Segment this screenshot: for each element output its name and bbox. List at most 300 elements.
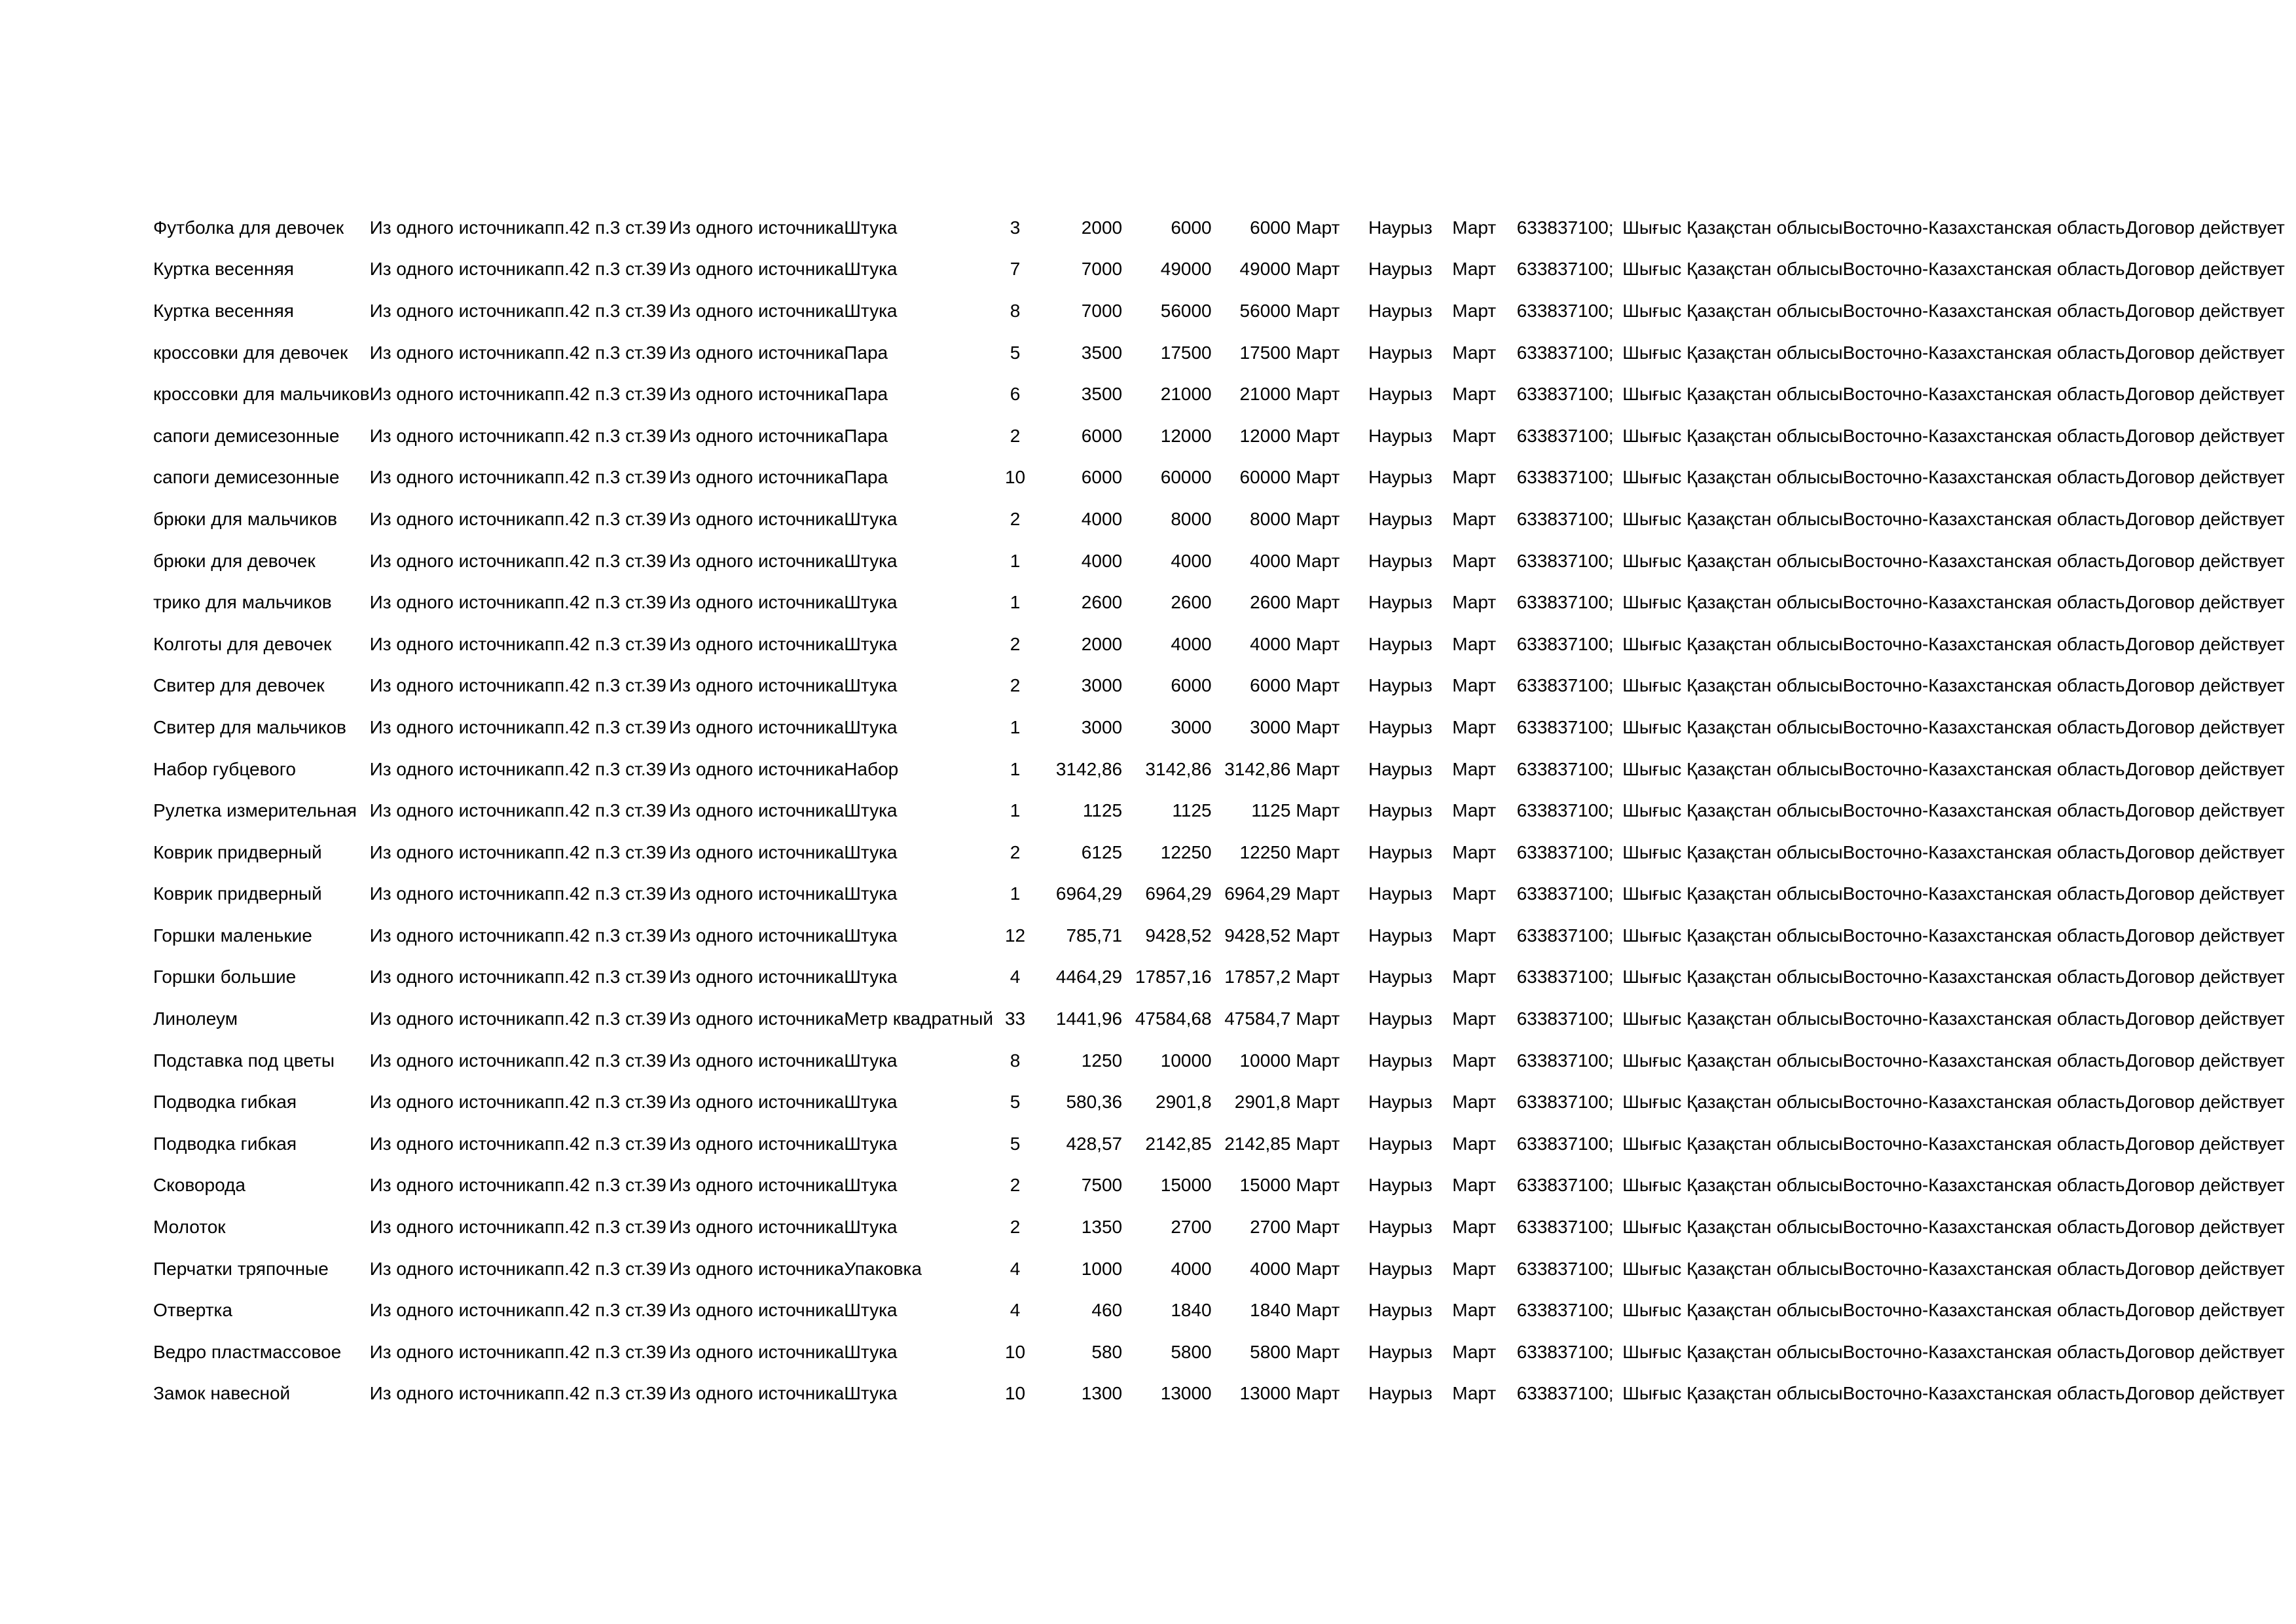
cell-total-amount-2: 4000 <box>1250 550 1291 571</box>
cell-procurement-method-2: Из одного источника <box>669 716 845 737</box>
cell-quantity: 2 <box>1010 1175 1021 1196</box>
cell-procurement-method-2: Из одного источника <box>669 633 845 654</box>
cell-item-name: Горшки большие <box>153 967 297 987</box>
cell-unit-price: 6125 <box>1081 841 1123 862</box>
cell-unit-price: 785,71 <box>1066 925 1123 946</box>
cell-kato-code: 633837100; <box>1516 1008 1614 1029</box>
cell-legal-basis: пп.42 п.3 ст.39 <box>544 592 666 613</box>
cell-total-amount-2: 56000 <box>1239 300 1291 321</box>
cell-unit: Штука <box>844 841 898 862</box>
cell-kato-code: 633837100; <box>1516 633 1614 654</box>
cell-total-amount: 2600 <box>1171 592 1212 613</box>
cell-total-amount: 3142,86 <box>1145 758 1212 779</box>
cell-month: Март <box>1452 217 1497 238</box>
cell-unit-price: 1125 <box>1082 800 1123 821</box>
cell-kato-code: 633837100; <box>1516 342 1614 363</box>
cell-region-ru: Восточно-Казахстанская область <box>1842 467 2125 488</box>
cell-kato-code: 633837100; <box>1516 300 1614 321</box>
cell-region-kz: Шығыс Қазақстан облысы <box>1622 300 1843 321</box>
cell-unit: Штука <box>844 217 898 238</box>
cell-procurement-method-2: Из одного источника <box>669 1341 845 1362</box>
cell-unit-price: 1000 <box>1081 1258 1123 1279</box>
cell-kato-code: 633837100; <box>1516 716 1614 737</box>
cell-unit: Штука <box>844 1300 898 1321</box>
cell-contract-status: Договор действует <box>2125 675 2285 696</box>
cell-total-amount: 6964,29 <box>1145 883 1212 904</box>
cell-month-kz: Наурыз <box>1368 841 1432 862</box>
cell-month-kz: Наурыз <box>1368 425 1432 446</box>
cell-procurement-method-2: Из одного источника <box>669 1217 845 1238</box>
cell-month: Март <box>1452 800 1497 821</box>
cell-contract-status: Договор действует <box>2125 1008 2285 1029</box>
cell-contract-status: Договор действует <box>2125 1258 2285 1279</box>
cell-legal-basis: пп.42 п.3 ст.39 <box>544 1300 666 1321</box>
cell-total-amount-2: 10000 <box>1239 1050 1291 1071</box>
cell-total-amount: 8000 <box>1171 508 1212 529</box>
cell-total-amount: 13000 <box>1160 1383 1212 1404</box>
cell-region-kz: Шығыс Қазақстан облысы <box>1622 1008 1843 1029</box>
cell-procurement-method-2: Из одного источника <box>669 967 845 987</box>
cell-contract-status: Договор действует <box>2125 1300 2285 1321</box>
cell-kato-code: 633837100; <box>1516 1133 1614 1154</box>
cell-quantity: 1 <box>1010 592 1021 613</box>
table-row <box>153 998 2296 1040</box>
cell-month-kz: Наурыз <box>1368 1258 1432 1279</box>
cell-unit-price: 4000 <box>1081 550 1123 571</box>
cell-procurement-method: Из одного источника <box>369 1133 545 1154</box>
cell-total-amount-2: 13000 <box>1239 1383 1291 1404</box>
cell-kato-code: 633837100; <box>1516 425 1614 446</box>
cell-procurement-method: Из одного источника <box>369 883 545 904</box>
cell-legal-basis: пп.42 п.3 ст.39 <box>544 1258 666 1279</box>
cell-contract-status: Договор действует <box>2125 217 2285 238</box>
table-row <box>153 707 2296 748</box>
cell-procurement-method: Из одного источника <box>369 1300 545 1321</box>
cell-procurement-method-2: Из одного источника <box>669 467 845 488</box>
cell-month-kz: Наурыз <box>1368 633 1432 654</box>
cell-region-kz: Шығыс Қазақстан облысы <box>1622 883 1843 904</box>
cell-region-kz: Шығыс Қазақстан облысы <box>1622 342 1843 363</box>
cell-legal-basis: пп.42 п.3 ст.39 <box>544 217 666 238</box>
cell-month-ru: Март <box>1296 1133 1340 1154</box>
cell-month: Март <box>1452 1133 1497 1154</box>
cell-region-ru: Восточно-Казахстанская область <box>1842 925 2125 946</box>
cell-item-name: Колготы для девочек <box>153 633 332 654</box>
cell-procurement-method-2: Из одного источника <box>669 1175 845 1196</box>
cell-month-ru: Март <box>1296 384 1340 405</box>
cell-month-ru: Март <box>1296 1008 1340 1029</box>
cell-region-kz: Шығыс Қазақстан облысы <box>1622 217 1843 238</box>
cell-month-kz: Наурыз <box>1368 675 1432 696</box>
cell-item-name: Свитер для девочек <box>153 675 325 696</box>
cell-month: Март <box>1452 300 1497 321</box>
cell-month: Март <box>1452 467 1497 488</box>
cell-item-name: Подводка гибкая <box>153 1133 297 1154</box>
cell-month-kz: Наурыз <box>1368 883 1432 904</box>
cell-region-kz: Шығыс Қазақстан облысы <box>1622 841 1843 862</box>
cell-contract-status: Договор действует <box>2125 925 2285 946</box>
cell-month: Март <box>1452 967 1497 987</box>
cell-unit: Штука <box>844 1133 898 1154</box>
cell-quantity: 3 <box>1010 217 1021 238</box>
cell-unit: Штука <box>844 592 898 613</box>
cell-contract-status: Договор действует <box>2125 592 2285 613</box>
cell-total-amount: 2901,8 <box>1156 1092 1212 1113</box>
cell-unit-price: 6000 <box>1081 425 1123 446</box>
cell-region-kz: Шығыс Қазақстан облысы <box>1622 425 1843 446</box>
cell-region-kz: Шығыс Қазақстан облысы <box>1622 259 1843 280</box>
cell-kato-code: 633837100; <box>1516 592 1614 613</box>
cell-month: Март <box>1452 1092 1497 1113</box>
cell-quantity: 5 <box>1010 1133 1021 1154</box>
cell-contract-status: Договор действует <box>2125 633 2285 654</box>
cell-unit-price: 1350 <box>1081 1217 1123 1238</box>
cell-unit: Штука <box>844 1050 898 1071</box>
cell-total-amount: 4000 <box>1171 550 1212 571</box>
cell-contract-status: Договор действует <box>2125 425 2285 446</box>
cell-legal-basis: пп.42 п.3 ст.39 <box>544 758 666 779</box>
cell-unit: Штука <box>844 259 898 280</box>
cell-procurement-method: Из одного источника <box>369 1217 545 1238</box>
cell-unit: Штука <box>844 550 898 571</box>
cell-quantity: 33 <box>1004 1008 1026 1029</box>
cell-quantity: 10 <box>1004 1341 1026 1362</box>
cell-unit: Пара <box>844 384 888 405</box>
cell-total-amount: 1125 <box>1172 800 1212 821</box>
cell-region-ru: Восточно-Казахстанская область <box>1842 841 2125 862</box>
cell-total-amount-2: 17857,2 <box>1224 967 1291 987</box>
cell-month-ru: Март <box>1296 675 1340 696</box>
cell-contract-status: Договор действует <box>2125 1092 2285 1113</box>
cell-unit-price: 3500 <box>1081 384 1123 405</box>
cell-unit-price: 6964,29 <box>1055 883 1123 904</box>
cell-procurement-method: Из одного источника <box>369 217 545 238</box>
cell-region-kz: Шығыс Қазақстан облысы <box>1622 1258 1843 1279</box>
cell-region-kz: Шығыс Қазақстан облысы <box>1622 716 1843 737</box>
cell-month-ru: Март <box>1296 508 1340 529</box>
cell-kato-code: 633837100; <box>1516 758 1614 779</box>
cell-month: Март <box>1452 508 1497 529</box>
cell-contract-status: Договор действует <box>2125 800 2285 821</box>
cell-kato-code: 633837100; <box>1516 384 1614 405</box>
cell-procurement-method-2: Из одного источника <box>669 342 845 363</box>
cell-unit-price: 3500 <box>1081 342 1123 363</box>
cell-month: Март <box>1452 1383 1497 1404</box>
cell-month: Март <box>1452 1258 1497 1279</box>
cell-procurement-method: Из одного источника <box>369 384 545 405</box>
cell-quantity: 4 <box>1010 967 1021 987</box>
cell-procurement-method: Из одного источника <box>369 1258 545 1279</box>
cell-month-ru: Март <box>1296 883 1340 904</box>
cell-procurement-method-2: Из одного источника <box>669 1258 845 1279</box>
cell-item-name: Коврик придверный <box>153 883 322 904</box>
cell-month-ru: Март <box>1296 1217 1340 1238</box>
cell-region-ru: Восточно-Казахстанская область <box>1842 1050 2125 1071</box>
cell-total-amount: 6000 <box>1171 217 1212 238</box>
cell-month-kz: Наурыз <box>1368 342 1432 363</box>
cell-total-amount: 56000 <box>1160 300 1212 321</box>
table-row <box>153 1331 2296 1373</box>
cell-region-ru: Восточно-Казахстанская область <box>1842 217 2125 238</box>
cell-procurement-method-2: Из одного источника <box>669 259 845 280</box>
cell-region-ru: Восточно-Казахстанская область <box>1842 342 2125 363</box>
cell-month-ru: Март <box>1296 1258 1340 1279</box>
cell-procurement-method-2: Из одного источника <box>669 841 845 862</box>
cell-item-name: Подставка под цветы <box>153 1050 335 1071</box>
cell-procurement-method-2: Из одного источника <box>669 1050 845 1071</box>
cell-quantity: 2 <box>1010 841 1021 862</box>
cell-quantity: 5 <box>1010 1092 1021 1113</box>
cell-total-amount-2: 2142,85 <box>1224 1133 1291 1154</box>
cell-month-kz: Наурыз <box>1368 1092 1432 1113</box>
cell-legal-basis: пп.42 п.3 ст.39 <box>544 967 666 987</box>
cell-procurement-method-2: Из одного источника <box>669 217 845 238</box>
cell-month-kz: Наурыз <box>1368 1341 1432 1362</box>
cell-month: Март <box>1452 1175 1497 1196</box>
cell-contract-status: Договор действует <box>2125 467 2285 488</box>
cell-unit-price: 580,36 <box>1066 1092 1123 1113</box>
cell-kato-code: 633837100; <box>1516 550 1614 571</box>
cell-month-ru: Март <box>1296 300 1340 321</box>
cell-unit: Штука <box>844 716 898 737</box>
cell-month-ru: Март <box>1296 841 1340 862</box>
cell-unit: Пара <box>844 342 888 363</box>
cell-month-kz: Наурыз <box>1368 467 1432 488</box>
table-row <box>153 832 2296 874</box>
cell-kato-code: 633837100; <box>1516 841 1614 862</box>
cell-region-ru: Восточно-Казахстанская область <box>1842 550 2125 571</box>
cell-month-ru: Март <box>1296 467 1340 488</box>
cell-procurement-method: Из одного источника <box>369 633 545 654</box>
cell-kato-code: 633837100; <box>1516 217 1614 238</box>
cell-quantity: 7 <box>1010 259 1021 280</box>
cell-item-name: Сковорода <box>153 1175 246 1196</box>
cell-kato-code: 633837100; <box>1516 675 1614 696</box>
cell-procurement-method: Из одного источника <box>369 716 545 737</box>
cell-unit-price: 7000 <box>1081 300 1123 321</box>
table-row <box>153 957 2296 999</box>
table-row <box>153 373 2296 415</box>
cell-quantity: 1 <box>1010 800 1021 821</box>
cell-month: Март <box>1452 259 1497 280</box>
cell-legal-basis: пп.42 п.3 ст.39 <box>544 1008 666 1029</box>
cell-quantity: 5 <box>1010 342 1021 363</box>
cell-unit: Упаковка <box>844 1258 922 1279</box>
cell-quantity: 4 <box>1010 1258 1021 1279</box>
table-row <box>153 415 2296 457</box>
cell-kato-code: 633837100; <box>1516 967 1614 987</box>
cell-month: Март <box>1452 633 1497 654</box>
cell-month-ru: Март <box>1296 1092 1340 1113</box>
cell-quantity: 4 <box>1010 1300 1021 1321</box>
cell-procurement-method-2: Из одного источника <box>669 758 845 779</box>
cell-legal-basis: пп.42 п.3 ст.39 <box>544 1092 666 1113</box>
table-row <box>153 581 2296 623</box>
cell-quantity: 2 <box>1010 425 1021 446</box>
cell-month-ru: Март <box>1296 1341 1340 1362</box>
cell-total-amount: 12250 <box>1160 841 1212 862</box>
cell-total-amount-2: 2700 <box>1250 1217 1291 1238</box>
cell-quantity: 8 <box>1010 1050 1021 1071</box>
cell-legal-basis: пп.42 п.3 ст.39 <box>544 716 666 737</box>
table-row <box>153 498 2296 540</box>
cell-unit-price: 428,57 <box>1066 1133 1123 1154</box>
cell-procurement-method: Из одного источника <box>369 592 545 613</box>
cell-kato-code: 633837100; <box>1516 800 1614 821</box>
cell-unit-price: 4464,29 <box>1055 967 1123 987</box>
cell-legal-basis: пп.42 п.3 ст.39 <box>544 841 666 862</box>
cell-procurement-method: Из одного источника <box>369 467 545 488</box>
cell-region-ru: Восточно-Казахстанская область <box>1842 800 2125 821</box>
cell-month: Март <box>1452 925 1497 946</box>
cell-region-kz: Шығыс Қазақстан облысы <box>1622 1383 1843 1404</box>
cell-procurement-method: Из одного источника <box>369 800 545 821</box>
cell-item-name: Набор губцевого <box>153 758 296 779</box>
cell-unit-price: 7000 <box>1081 259 1123 280</box>
cell-month-kz: Наурыз <box>1368 300 1432 321</box>
cell-contract-status: Договор действует <box>2125 259 2285 280</box>
cell-kato-code: 633837100; <box>1516 1258 1614 1279</box>
cell-procurement-method: Из одного источника <box>369 1008 545 1029</box>
cell-legal-basis: пп.42 п.3 ст.39 <box>544 342 666 363</box>
cell-region-ru: Восточно-Казахстанская область <box>1842 508 2125 529</box>
cell-month-kz: Наурыз <box>1368 1175 1432 1196</box>
cell-total-amount-2: 5800 <box>1250 1341 1291 1362</box>
cell-procurement-method: Из одного источника <box>369 342 545 363</box>
cell-unit-price: 580 <box>1091 1341 1123 1362</box>
cell-total-amount-2: 15000 <box>1239 1175 1291 1196</box>
cell-procurement-method-2: Из одного источника <box>669 384 845 405</box>
cell-quantity: 2 <box>1010 675 1021 696</box>
cell-legal-basis: пп.42 п.3 ст.39 <box>544 675 666 696</box>
cell-procurement-method: Из одного источника <box>369 1341 545 1362</box>
cell-total-amount-2: 1125 <box>1251 800 1291 821</box>
cell-procurement-method: Из одного источника <box>369 1092 545 1113</box>
cell-kato-code: 633837100; <box>1516 1300 1614 1321</box>
cell-contract-status: Договор действует <box>2125 1217 2285 1238</box>
cell-quantity: 1 <box>1010 550 1021 571</box>
cell-total-amount-2: 8000 <box>1250 508 1291 529</box>
cell-item-name: Куртка весенняя <box>153 259 294 280</box>
table-row <box>153 915 2296 957</box>
cell-region-ru: Восточно-Казахстанская область <box>1842 1217 2125 1238</box>
cell-procurement-method-2: Из одного источника <box>669 1133 845 1154</box>
cell-total-amount-2: 17500 <box>1239 342 1291 363</box>
cell-unit: Штука <box>844 633 898 654</box>
cell-unit-price: 3000 <box>1081 675 1123 696</box>
cell-unit-price: 2600 <box>1081 592 1123 613</box>
cell-procurement-method: Из одного источника <box>369 925 545 946</box>
cell-region-ru: Восточно-Казахстанская область <box>1842 592 2125 613</box>
cell-month-kz: Наурыз <box>1368 1383 1432 1404</box>
cell-total-amount-2: 60000 <box>1239 467 1291 488</box>
cell-unit: Штука <box>844 508 898 529</box>
cell-legal-basis: пп.42 п.3 ст.39 <box>544 1217 666 1238</box>
cell-month-kz: Наурыз <box>1368 259 1432 280</box>
cell-region-ru: Восточно-Казахстанская область <box>1842 716 2125 737</box>
table-row <box>153 1081 2296 1123</box>
cell-total-amount-2: 3000 <box>1250 716 1291 737</box>
cell-month: Март <box>1452 1050 1497 1071</box>
spreadsheet-table <box>153 207 2296 1414</box>
cell-total-amount-2: 49000 <box>1239 259 1291 280</box>
cell-quantity: 6 <box>1010 384 1021 405</box>
cell-procurement-method-2: Из одного источника <box>669 1300 845 1321</box>
cell-procurement-method-2: Из одного источника <box>669 1092 845 1113</box>
cell-kato-code: 633837100; <box>1516 467 1614 488</box>
cell-procurement-method: Из одного источника <box>369 675 545 696</box>
cell-total-amount-2: 6000 <box>1250 217 1291 238</box>
cell-contract-status: Договор действует <box>2125 508 2285 529</box>
cell-region-kz: Шығыс Қазақстан облысы <box>1622 508 1843 529</box>
cell-month: Март <box>1452 1008 1497 1029</box>
cell-item-name: Линолеум <box>153 1008 238 1029</box>
table-row <box>153 1206 2296 1248</box>
cell-month-kz: Наурыз <box>1368 1133 1432 1154</box>
cell-region-kz: Шығыс Қазақстан облысы <box>1622 1133 1843 1154</box>
cell-region-ru: Восточно-Казахстанская область <box>1842 1092 2125 1113</box>
cell-month: Март <box>1452 1300 1497 1321</box>
cell-quantity: 12 <box>1004 925 1026 946</box>
cell-procurement-method-2: Из одного источника <box>669 425 845 446</box>
cell-month-kz: Наурыз <box>1368 1300 1432 1321</box>
cell-region-ru: Восточно-Казахстанская область <box>1842 1341 2125 1362</box>
cell-contract-status: Договор действует <box>2125 1133 2285 1154</box>
cell-procurement-method: Из одного источника <box>369 758 545 779</box>
cell-unit: Штука <box>844 300 898 321</box>
cell-total-amount-2: 12250 <box>1239 841 1291 862</box>
cell-procurement-method-2: Из одного источника <box>669 675 845 696</box>
cell-month: Март <box>1452 675 1497 696</box>
table-row <box>153 290 2296 332</box>
cell-unit: Пара <box>844 467 888 488</box>
cell-total-amount: 15000 <box>1160 1175 1212 1196</box>
cell-region-kz: Шығыс Қазақстан облысы <box>1622 758 1843 779</box>
cell-legal-basis: пп.42 п.3 ст.39 <box>544 1341 666 1362</box>
cell-legal-basis: пп.42 п.3 ст.39 <box>544 1175 666 1196</box>
cell-total-amount: 10000 <box>1160 1050 1212 1071</box>
cell-region-ru: Восточно-Казахстанская область <box>1842 1300 2125 1321</box>
cell-total-amount: 6000 <box>1171 675 1212 696</box>
cell-procurement-method-2: Из одного источника <box>669 1383 845 1404</box>
cell-month: Март <box>1452 425 1497 446</box>
cell-total-amount: 9428,52 <box>1145 925 1212 946</box>
cell-month: Март <box>1452 384 1497 405</box>
cell-item-name: кроссовки для девочек <box>153 342 348 363</box>
cell-region-kz: Шығыс Қазақстан облысы <box>1622 1341 1843 1362</box>
cell-region-kz: Шығыс Қазақстан облысы <box>1622 592 1843 613</box>
cell-month-kz: Наурыз <box>1368 800 1432 821</box>
cell-quantity: 2 <box>1010 633 1021 654</box>
cell-month-ru: Март <box>1296 758 1340 779</box>
cell-month-ru: Март <box>1296 217 1340 238</box>
cell-procurement-method-2: Из одного источника <box>669 550 845 571</box>
cell-contract-status: Договор действует <box>2125 300 2285 321</box>
cell-region-ru: Восточно-Казахстанская область <box>1842 967 2125 987</box>
cell-legal-basis: пп.42 п.3 ст.39 <box>544 467 666 488</box>
cell-month: Март <box>1452 883 1497 904</box>
cell-legal-basis: пп.42 п.3 ст.39 <box>544 1050 666 1071</box>
table-row <box>153 332 2296 374</box>
cell-item-name: брюки для мальчиков <box>153 508 338 529</box>
cell-month-ru: Март <box>1296 1175 1340 1196</box>
cell-region-ru: Восточно-Казахстанская область <box>1842 384 2125 405</box>
cell-month-ru: Март <box>1296 1050 1340 1071</box>
cell-unit-price: 1250 <box>1081 1050 1123 1071</box>
cell-item-name: Перчатки тряпочные <box>153 1258 329 1279</box>
cell-region-ru: Восточно-Казахстанская область <box>1842 633 2125 654</box>
cell-month: Март <box>1452 592 1497 613</box>
